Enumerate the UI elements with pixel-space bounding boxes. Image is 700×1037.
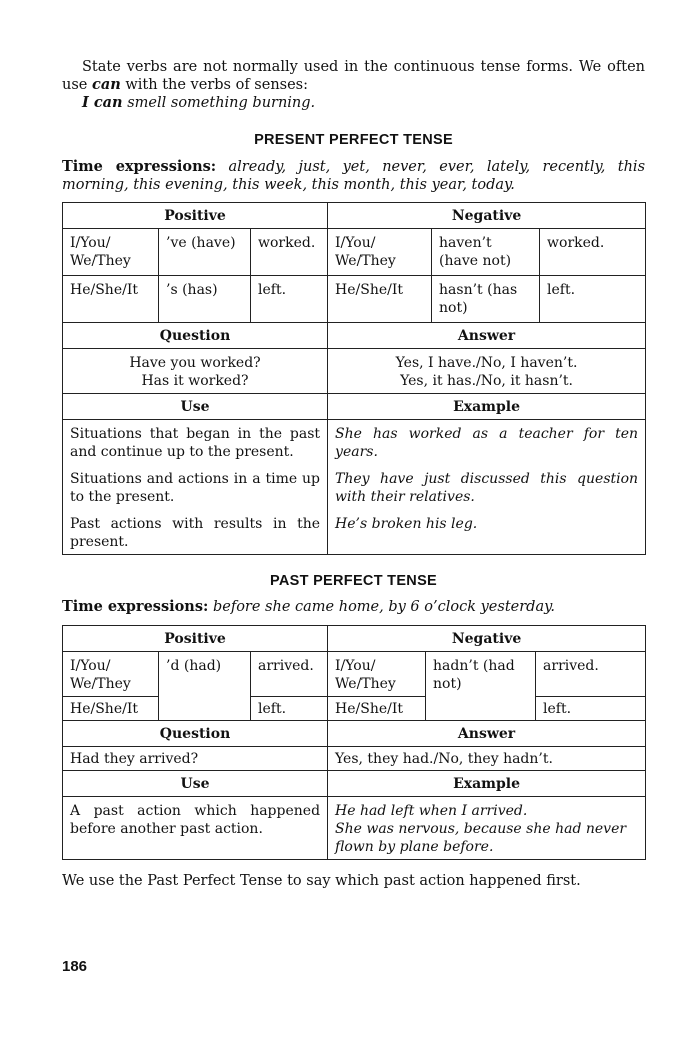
pp-use-header: Use [63, 394, 328, 420]
pastp-time-label: Time expressions: [62, 598, 209, 615]
intro-text: State verbs are not normally used in the continuous tense forms. We often use [62, 59, 645, 93]
pp-pos-verb: left. [251, 276, 328, 323]
page-number: 186 [62, 958, 88, 975]
pastp-example-1: He had left when I arrived. [335, 803, 528, 819]
present-perfect-title: PRESENT PERFECT TENSE [254, 132, 453, 148]
pp-question-header: Question [63, 323, 328, 349]
pp-example-3: He’s broken his leg. [335, 516, 478, 532]
pastp-example-2: She was nervous, because she had never flown by plane before. [335, 821, 627, 855]
pp-use-1: Situations that began in the past and continue up to the present. [70, 426, 321, 460]
intro-example [62, 94, 645, 112]
pastp-neg-subject: I/You/ We/They [328, 652, 426, 697]
pp-neg-subject: I/You/ We/They [328, 229, 432, 276]
pp-question-cell [63, 349, 328, 394]
past-perfect-table [62, 625, 646, 860]
textbook-page [62, 58, 645, 890]
pp-pos-aux: ’s (has) [159, 276, 251, 323]
pastp-negative-header: Negative [328, 626, 646, 652]
pp-example-cell [328, 420, 646, 555]
pp-time-expressions [62, 158, 645, 194]
pp-neg-aux: haven’t (have not) [432, 229, 540, 276]
closing-sentence: We use the Past Perfect Tense to say which past action happened first. [62, 873, 581, 889]
pp-negative-header: Negative [328, 203, 646, 229]
pastp-positive-header: Positive [63, 626, 328, 652]
pastp-neg-verb: arrived. [536, 652, 646, 697]
pastp-question-header: Question [63, 721, 328, 747]
intro-text-end: with the verbs of senses: [120, 77, 309, 93]
pastp-time-expressions [62, 598, 645, 616]
pastp-answer-header: Answer [328, 721, 646, 747]
intro-can: can [91, 76, 121, 93]
pastp-example-header: Example [328, 771, 646, 797]
pastp-pos-verb: left. [251, 697, 328, 721]
pastp-pos-verb: arrived. [251, 652, 328, 697]
present-perfect-table [62, 202, 646, 555]
pastp-pos-subject: He/She/It [63, 697, 159, 721]
pp-example-header: Example [328, 394, 646, 420]
pastp-neg-aux: hadn’t (had not) [426, 652, 536, 721]
pastp-use-header: Use [63, 771, 328, 797]
pp-neg-subject: He/She/It [328, 276, 432, 323]
pp-example-1: She has worked as a teacher for ten years. [335, 426, 639, 460]
pp-pos-subject: He/She/It [63, 276, 159, 323]
pastp-neg-verb: left. [536, 697, 646, 721]
pp-time-text: already, just, yet, never, ever, lately, recently, this morning, this evening, this week, this month, this year, today. [62, 159, 646, 193]
pastp-time-text: before she came home, by 6 o’clock yesterday. [208, 599, 555, 615]
pastp-neg-subject: He/She/It [328, 697, 426, 721]
pp-neg-verb: left. [540, 276, 646, 323]
pastp-use: A past action which happened before another past action. [63, 797, 328, 860]
pp-answer-cell [328, 349, 646, 394]
pp-neg-verb: worked. [540, 229, 646, 276]
pp-question-2: Has it worked? [141, 373, 249, 389]
pastp-example-cell [328, 797, 646, 860]
pp-answer-header: Answer [328, 323, 646, 349]
example-can: I can [82, 94, 123, 111]
pastp-pos-subject: I/You/ We/They [63, 652, 159, 697]
pp-question-1: Have you worked? [129, 355, 261, 371]
pp-pos-verb: worked. [251, 229, 328, 276]
pastp-question: Had they arrived? [63, 747, 328, 771]
pp-answer-2: Yes, it has./No, it hasn’t. [400, 373, 573, 389]
pp-use-cell [63, 420, 328, 555]
pp-use-3: Past actions with results in the present. [70, 516, 321, 550]
pp-neg-aux: hasn’t (has not) [432, 276, 540, 323]
pp-time-label: Time expressions: [62, 158, 217, 175]
pastp-pos-aux: ’d (had) [159, 652, 251, 721]
pp-example-2: They have just discussed this question with their relatives. [335, 471, 639, 505]
past-perfect-title: PAST PERFECT TENSE [269, 573, 438, 589]
pastp-answer: Yes, they had./No, they hadn’t. [328, 747, 646, 771]
pp-answer-1: Yes, I have./No, I haven’t. [395, 355, 578, 371]
pp-pos-aux: ’ve (have) [159, 229, 251, 276]
example-rest: smell something burning. [122, 95, 316, 111]
pp-pos-subject: I/You/ We/They [63, 229, 159, 276]
intro-paragraph [62, 58, 645, 94]
pp-use-2: Situations and actions in a time up to the present. [70, 471, 321, 505]
pp-positive-header: Positive [63, 203, 328, 229]
